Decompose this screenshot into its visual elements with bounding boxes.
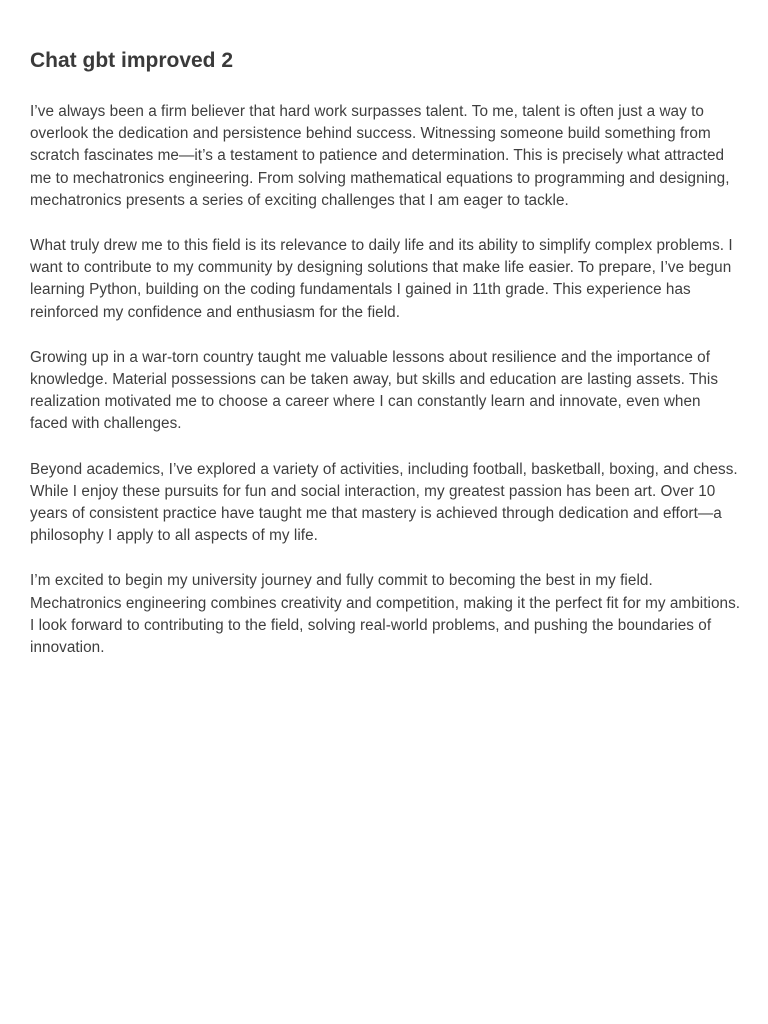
paragraph-1: I’ve always been a firm believer that hard work surpasses talent. To me, talent is often just a way to overlook the dedication and persistence behind success. Witnessing someone build something from scratch fascinates me—it’s a testament to patience and determination. This is precisely what attracted me to mechatronics engineering. From solving mathematical equations to programming and designing, mechatronics presents a series of exciting challenges that I am eager to tackle. [30, 103, 730, 209]
paragraph-5: I’m excited to begin my university journey and fully commit to becoming the best in my field. Mechatronics engineering combines creativity and competition, making it the perfect fit for my ambitions. I look forward to contributing to the field, solving real-world problems, and pushing the boundaries of innovation. [30, 572, 741, 657]
paragraph-3: Growing up in a war-torn country taught me valuable lessons about resilience and the importance of knowledge. Material possessions can be taken away, but skills and education are lasting assets. This realization motivated me to choose a career where I can constantly learn and innovate, even when faced with challenges. [30, 348, 719, 433]
document-title: Chat gbt improved 2 [30, 49, 234, 72]
document-page [30, 46, 742, 682]
paragraph-2: What truly drew me to this field is its relevance to daily life and its ability to simplify complex problems. I want to contribute to my community by designing solutions that make life easier. To prepare, I’ve begun learning Python, building on the coding fundamentals I gained in 11th grade. This experience has reinforced my confidence and enthusiasm for the field. [30, 237, 733, 321]
paragraph-4: Beyond academics, I’ve explored a variety of activities, including football, basketball, boxing, and chess. While I enjoy these pursuits for fun and social interaction, my greatest passion has been art. Over 10 years of consistent practice have taught me that mastery is achieved through dedication and effort—a philosophy I apply to all aspects of my life. [30, 460, 738, 545]
document-body [30, 101, 742, 659]
